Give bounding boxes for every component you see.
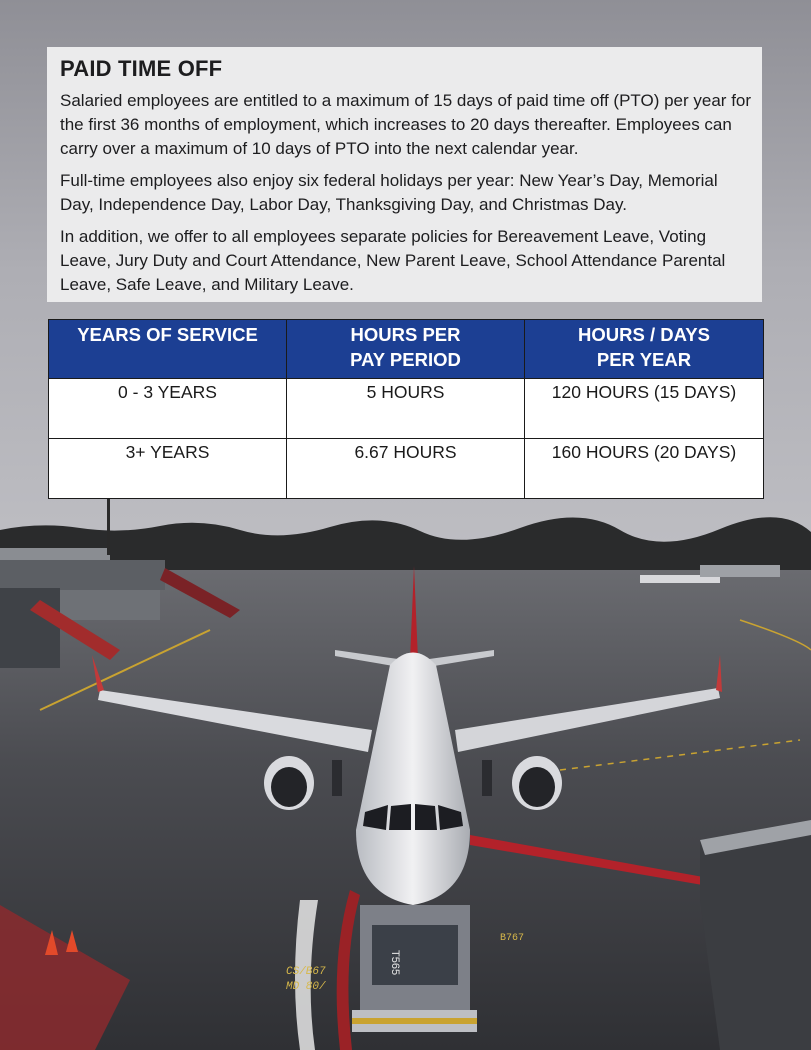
cell-hours-per-year: 120 HOURS (15 DAYS) (525, 379, 764, 439)
table-row (49, 379, 764, 439)
cell-hours-per-year: 160 HOURS (20 DAYS) (525, 439, 764, 499)
cell-years: 0 - 3 YEARS (49, 379, 287, 439)
cell-hours-per-period: 5 HOURS (287, 379, 525, 439)
pto-accrual-table (48, 319, 764, 499)
header-hours-days-per-year: HOURS / DAYS PER YEAR (525, 320, 764, 379)
paragraph-pto-entitlement: Salaried employees are entitled to a maximum of 15 days of paid time off (PTO) per year for the first 36 months of employment, which increases to 20 days thereafter. Employees can carry over a maximum of 10 days of PTO into the next calendar year. (60, 91, 752, 158)
paragraph-other-leave-policies: In addition, we offer to all employees separate policies for Bereavement Leave, Voting Leave, Jury Duty and Court Attendance, New Parent Leave, School Attendance Parental Leave, Safe Leave, and Military Leave. (60, 227, 726, 294)
paragraph-federal-holidays: Full-time employees also enjoy six federal holidays per year: New Year’s Day, Memorial Day, Independence Day, Labor Day, Thanksgiving Day, and Christmas Day. (60, 171, 718, 214)
pto-info-panel (47, 47, 762, 302)
apron-label-md80: MD 80/ (286, 981, 326, 993)
apron-label-stand-b767: B767 (500, 933, 525, 944)
cell-hours-per-period: 6.67 HOURS (287, 439, 525, 499)
header-years-of-service: YEARS OF SERVICE (49, 320, 287, 379)
cell-years: 3+ YEARS (49, 439, 287, 499)
table-row (49, 439, 764, 499)
header-hours-per-pay-period: HOURS PER PAY PERIOD (287, 320, 525, 379)
apron-label-cs-b67: CS/B67 (286, 966, 326, 978)
apron-label-tug-id: T565 (389, 950, 401, 976)
table-header-row (49, 320, 764, 379)
section-title: PAID TIME OFF (60, 56, 223, 81)
